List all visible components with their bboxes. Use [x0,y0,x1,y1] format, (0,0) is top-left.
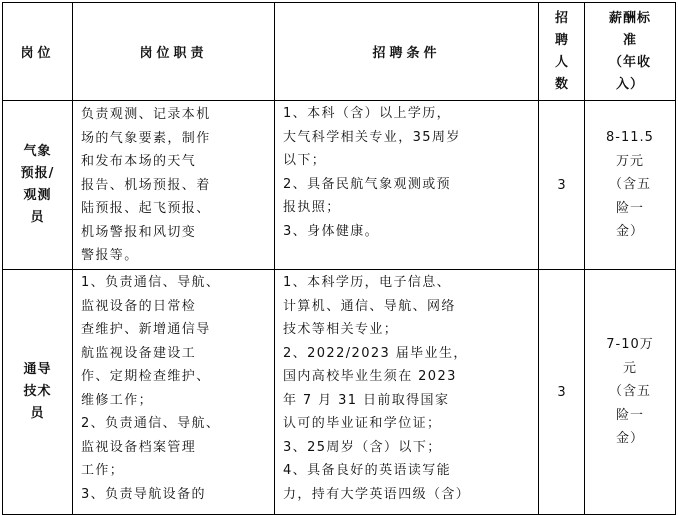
requirements-cell: 1、本科学历，电子信息、 计算机、通信、导航、网络 技术等相关专业； 2、2022/2023 届毕业生， 国内高校毕业生须在 2023 年 7 月 31 日前取得国家 认可的毕业证和学位证； 3、25周岁（含）以下； 4、具备良好的英语读写能 力，持有大学英语四级（含） [275,270,539,515]
header-requirements: 招聘条件 [275,3,539,101]
salary-cell: 8-11.5 万元 （含五 险一 金） [585,101,676,270]
recruitment-table [2,2,676,515]
position-cell: 通导 技术 员 [3,270,73,515]
headcount-cell: 3 [539,270,585,515]
duties-cell: 负责观测、记录本机 场的气象要素，制作 和发布本场的天气 报告、机场预报、着 陆预报、起飞预报、 机场警报和风切变 警报等。 [73,101,275,270]
header-headcount: 招 聘 人 数 [539,3,585,101]
header-row [3,3,676,101]
header-duties: 岗位职责 [73,3,275,101]
headcount-cell: 3 [539,101,585,270]
duties-cell: 1、负责通信、导航、 监视设备的日常检 查维护、新增通信导 航监视设备建设工 作、定期检查维护、 维修工作； 2、负责通信、导航、 监视设备档案管理 工作； 3、负责导航设备的 [73,270,275,515]
header-position: 岗位 [3,3,73,101]
table-row [3,270,676,515]
salary-cell: 7-10万 元 （含五 险一 金） [585,270,676,515]
table-row [3,101,676,270]
position-cell: 气象 预报/ 观测 员 [3,101,73,270]
header-salary: 薪酬标 准 （年收 入） [585,3,676,101]
requirements-cell: 1、本科（含）以上学历， 大气科学相关专业，35周岁 以下； 2、具备民航气象观测或预 报执照； 3、身体健康。 [275,101,539,270]
